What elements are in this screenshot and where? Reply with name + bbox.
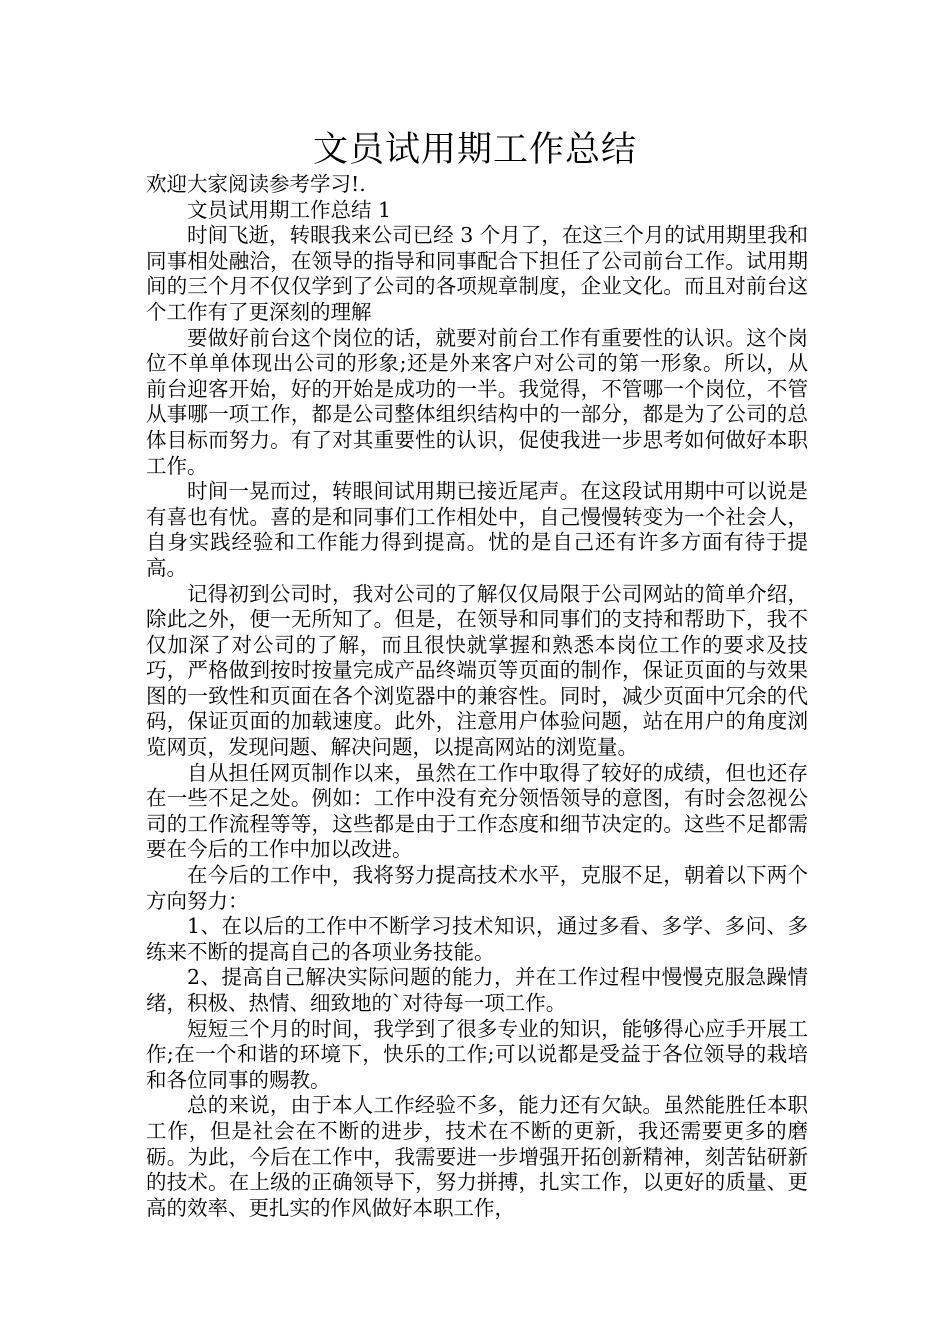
list-item: 1、在以后的工作中不断学习技术知识，通过多看、多学、多问、多练来不断的提高自己的各项业务技能。	[146, 914, 808, 964]
paragraph: 时间飞逝，转眼我来公司已经 3 个月了，在这三个月的试用期里我和同事相处融洽，在领导的指导和同事配合下担任了公司前台工作。试用期间的三个月不仅仅学到了公司的各项规章制度，企业文化。而且对前台这个工作有了更深刻的理解	[146, 223, 808, 324]
paragraph: 自从担任网页制作以来，虽然在工作中取得了较好的成绩，但也还存在一些不足之处。例如：工作中没有充分领悟领导的意图，有时会忽视公司的工作流程等等，这些都是由于工作态度和细节决定的。这些不足都需要在今后的工作中加以改进。	[146, 760, 808, 862]
paragraph: 在今后的工作中，我将努力提高技术水平，克服不足，朝着以下两个方向努力：	[146, 863, 808, 913]
paragraph: 要做好前台这个岗位的话，就要对前台工作有重要性的认识。这个岗位不单单体现出公司的形象;还是外来客户对公司的第一形象。所以，从前台迎客开始，好的开始是成功的一半。我觉得，不管哪一个岗位，不管从事哪一项工作，都是公司整体组织结构中的一部分，都是为了公司的总体目标而努力。有了对其重要性的认识，促使我进一步思考如何做好本职工作。	[146, 325, 808, 478]
document-title: 文员试用期工作总结	[312, 130, 637, 170]
list-item: 2、提高自己解决实际问题的能力，并在工作过程中慢慢克服急躁情绪，积极、热情、细致地的`对待每一项工作。	[146, 965, 808, 1015]
intro-line: 欢迎大家阅读参考学习!.	[146, 172, 366, 196]
paragraph: 总的来说，由于本人工作经验不多，能力还有欠缺。虽然能胜任本职工作，但是社会在不断的进步，技术在不断的更新，我还需要更多的磨砺。为此，今后在工作中，我需要进一步增强开拓创新精神，刻苦钻研新的技术。在上级的正确领导下，努力拼搏，扎实工作，以更好的质量、更高的效率、更扎实的作风做好本职工作，	[146, 1093, 808, 1220]
paragraph: 时间一晃而过，转眼间试用期已接近尾声。在这段试用期中可以说是有喜也有忧。喜的是和同事们工作相处中，自己慢慢转变为一个社会人，自身实践经验和工作能力得到提高。忧的是自己还有许多方面有待于提高。	[146, 479, 808, 580]
paragraph: 记得初到公司时，我对公司的了解仅仅局限于公司网站的简单介绍，除此之外，便一无所知了。但是，在领导和同事们的支持和帮助下，我不仅加深了对公司的了解，而且很快就掌握和熟悉本岗位工作的要求及技巧，严格做到按时按量完成产品终端页等页面的制作，保证页面的与效果图的一致性和页面在各个浏览器中的兼容性。同时，减少页面中冗余的代码，保证页面的加载速度。此外，注意用户体验问题，站在用户的角度浏览网页，发现问题、解决问题，以提高网站的浏览量。	[146, 581, 808, 760]
document-body	[146, 172, 808, 1221]
subtitle-line: 文员试用期工作总结 1	[187, 197, 392, 222]
paragraph: 短短三个月的时间，我学到了很多专业的知识，能够得心应手开展工作;在一个和谐的环境下，快乐的工作;可以说都是受益于各位领导的栽培和各位同事的赐教。	[146, 1016, 808, 1092]
